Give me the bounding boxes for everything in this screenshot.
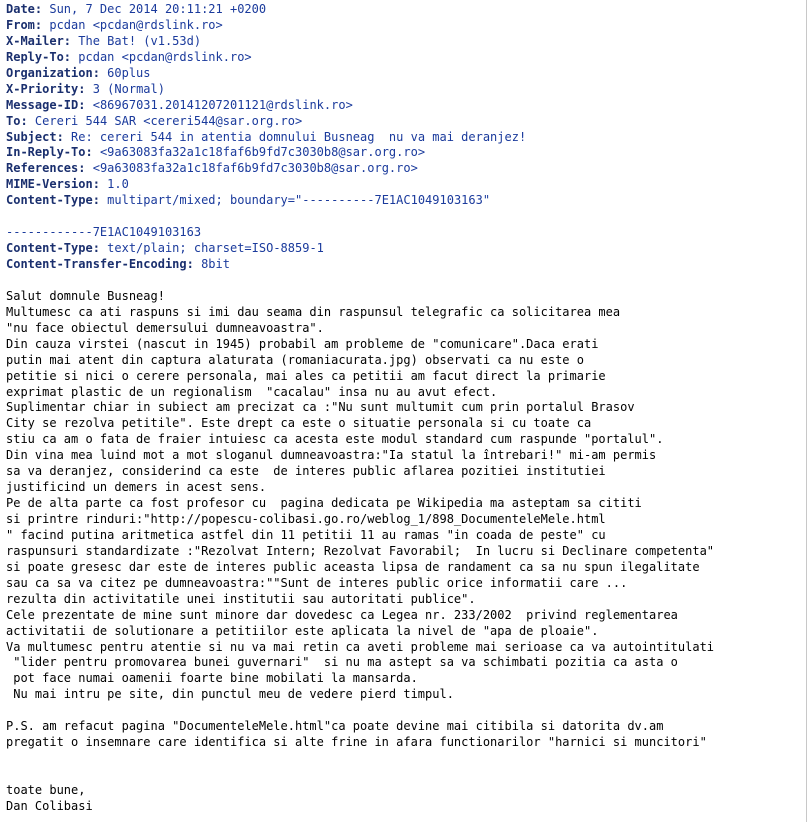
header-references [6, 161, 802, 177]
body-line: Suplimentar chiar in subiect am precizat ca :"Nu sunt multumit cum prin portalul Brasov [6, 400, 635, 415]
header-label: MIME-Version: [6, 177, 100, 192]
body-line: "lider pentru promovarea bunei guvernari" si nu ma astept sa va schimbati pozitia ca asta o [6, 655, 678, 670]
body-line: P.S. am refacut pagina "DocumenteleMele.html"ca poate devine mai citibila si datorita dv.am [6, 719, 664, 734]
header-value: The Bat! (v1.53d) [78, 33, 202, 48]
body-line: rezulta din activitatile unei institutii sau autoritati publice". [6, 591, 476, 606]
body-line: activitatii de solutionare a petitiilor este aplicata la nivel de "apa de ploaie". [6, 623, 599, 638]
mime-part-headers [6, 225, 802, 273]
message-content [6, 2, 802, 815]
mime-boundary-line: ------------7E1AC1049103163 [6, 225, 202, 240]
header-from [6, 18, 802, 34]
header-value: <86967031.20141207201121@rdslink.ro> [92, 97, 353, 112]
body-line: Salut domnule Busneag! [6, 288, 165, 303]
header-label: In-Reply-To: [6, 145, 93, 160]
header-label: Reply-To: [6, 49, 72, 64]
body-line: Cele prezentate de mine sunt minore dar dovedesc ca Legea nr. 233/2002 privind reglementarea [6, 607, 678, 622]
body-line: si printre rinduri:"http://popescu-colibasi.go.ro/weblog_1/898_DocumenteleMele.html [6, 512, 606, 526]
body-line: Din cauza virstei (nascut in 1945) probabil am probleme de "comunicare".Daca erati [6, 336, 599, 351]
body-line: sa va deranjez, considerind ca este de interes public aflarea pozitiei institutiei [6, 464, 606, 479]
header-value: pcdan <pcdan@rdslink.ro> [49, 17, 223, 32]
header-value: pcdan <pcdan@rdslink.ro> [78, 49, 252, 64]
header-to [6, 114, 802, 130]
header-label: References: [6, 161, 86, 176]
body-line: exprimat plastic de un regionalism "cacalau" insa nu au avut efect. [6, 384, 498, 399]
header-value: text/plain; charset=ISO-8859-1 [107, 241, 324, 256]
blank-line [6, 703, 802, 719]
header-reply-to [6, 50, 802, 66]
message-headers [6, 2, 802, 209]
message-body [6, 289, 802, 815]
header-x-mailer [6, 34, 802, 50]
header-organization [6, 66, 802, 82]
header-label: Message-ID: [6, 97, 86, 112]
body-line: petitie si nici o cerere personala, mai ales ca petitii am facut direct la primarie [6, 368, 606, 383]
header-value: multipart/mixed; boundary="----------7E1AC1049103163" [107, 193, 491, 208]
header-value: <9a63083fa32a1c18faf6b9fd7c3030b8@sar.org.ro> [92, 161, 418, 176]
header-label: Content-Type: [6, 193, 100, 208]
body-line: City se rezolva petitile". Este drept ca este o situatie personala si cu toate ca [6, 416, 592, 431]
header-label: Subject: [6, 129, 64, 144]
body-line: Pe de alta parte ca fost profesor cu pagina dedicata pe Wikipedia ma asteptam sa cititi [6, 496, 642, 511]
header-label: Content-Type: [6, 241, 100, 256]
body-line: justificind un demers in acest sens. [6, 480, 267, 495]
body-line: Din vina mea luind mot a mot sloganul dumneavoastra:"Ia statul la întrebari!" mi-am permis [6, 448, 657, 463]
body-line: raspunsuri standardizate :"Rezolvat Intern; Rezolvat Favorabil; In lucru si Declinare competenta" [6, 543, 715, 558]
body-line: Multumesc ca ati raspuns si imi dau seama din raspunsul telegrafic ca solicitarea mea [6, 304, 621, 319]
header-label: X-Priority: [6, 81, 86, 96]
header-x-priority [6, 82, 802, 98]
body-line: Nu mai intru pe site, din punctul meu de vedere pierd timpul. [6, 687, 454, 702]
header-label: Organization: [6, 65, 100, 80]
blank-line [6, 273, 802, 289]
header-value: Sun, 7 Dec 2014 20:11:21 +0200 [49, 2, 267, 16]
header-subject [6, 130, 802, 146]
body-line: " facind putina aritmetica astfel din 11 petitii 11 au ramas "in coada de peste" cu [6, 527, 606, 542]
body-line: stiu ca am o fata de fraier intuiesc ca acesta este modul standard cum raspunde "portalul". [6, 432, 664, 447]
part-header-content-type [6, 241, 802, 257]
header-value: Re: cereri 544 in atentia domnului Busneag nu va mai deranjez! [71, 129, 527, 144]
header-message-id [6, 98, 802, 114]
header-value: 3 (Normal) [92, 81, 165, 96]
header-value: 8bit [201, 257, 230, 271]
header-value: 1.0 [107, 177, 129, 192]
blank-line [6, 767, 802, 783]
body-line: si poate gresesc dar este de interes public aceasta lipsa de randament ca sa nu spun ilegalitate [6, 559, 700, 574]
header-content-type [6, 193, 802, 209]
header-label: X-Mailer: [6, 33, 72, 48]
header-label: Date: [6, 2, 43, 16]
body-line: putin mai atent din captura alaturata (romaniacurata.jpg) observati ca nu este o [6, 352, 584, 367]
part-header-transfer-encoding [6, 257, 802, 273]
body-line: Va multumesc pentru atentie si nu va mai retin ca aveti probleme mai serioase ca va autointitulati [6, 639, 715, 654]
body-line: pot face numai oamenii foarte bine mobilati la mansarda. [6, 671, 418, 686]
header-value: <9a63083fa32a1c18faf6b9fd7c3030b8@sar.org.ro> [99, 145, 426, 160]
header-label: From: [6, 17, 43, 32]
body-line: sau ca sa va citez pe dumneavoastra:""Sunt de interes public orice informatii care ... [6, 575, 628, 590]
header-value: 60plus [107, 65, 151, 80]
blank-line [6, 209, 802, 225]
blank-line [6, 751, 802, 767]
body-line: Dan Colibasi [6, 798, 93, 813]
body-line: pregatit o insemnare care identifica si alte frine in afara functionarilor "harnici si muncitori" [6, 735, 707, 750]
body-line: toate bune, [6, 782, 86, 797]
body-line: "nu face obiectul demersului dumneavoastra". [6, 320, 324, 335]
header-date [6, 2, 802, 18]
header-label: To: [6, 113, 28, 128]
header-label: Content-Transfer-Encoding: [6, 257, 194, 271]
header-mime-version [6, 177, 802, 193]
header-value: Cereri 544 SAR <cereri544@sar.org.ro> [34, 113, 303, 128]
header-in-reply-to [6, 145, 802, 161]
